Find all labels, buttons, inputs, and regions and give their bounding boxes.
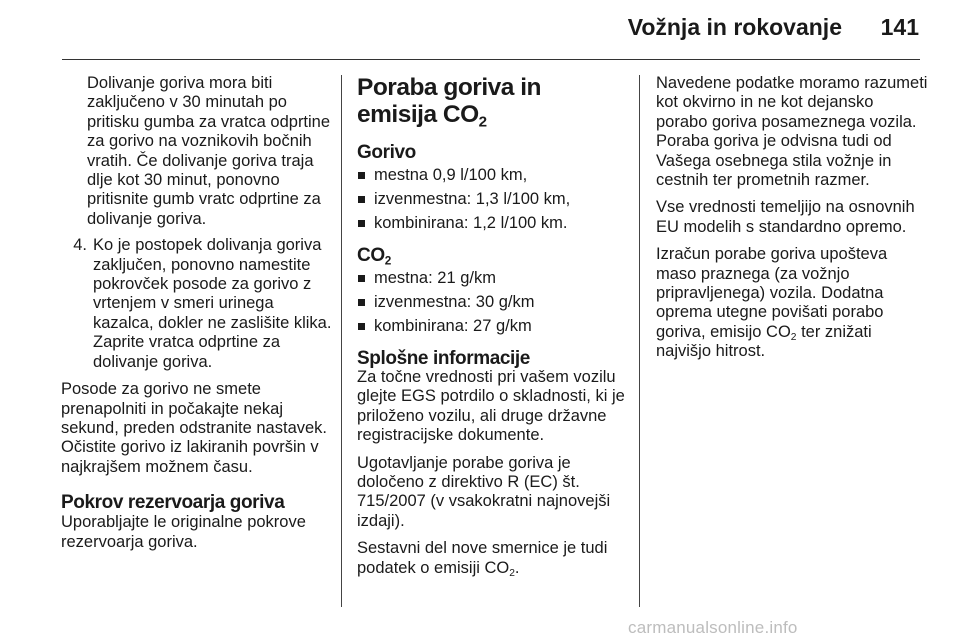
general-info-section bbox=[357, 349, 629, 578]
column-left bbox=[61, 74, 333, 560]
list-item: mestna 0,9 l/100 km, bbox=[357, 166, 629, 185]
list-item: mestna: 21 g/km bbox=[357, 269, 629, 288]
list-item: kombinirana: 27 g/km bbox=[357, 317, 629, 336]
column-divider-right bbox=[639, 75, 640, 607]
step-item bbox=[61, 236, 333, 372]
general-info-paragraph-3-text: Sestavni del nove smernice je tudi podatek o emisiji CO bbox=[357, 539, 608, 577]
fuel-heading: Gorivo bbox=[357, 142, 416, 163]
header-divider bbox=[62, 59, 920, 60]
page-number: 141 bbox=[880, 14, 919, 40]
section-heading-line1: Poraba goriva in bbox=[357, 74, 541, 101]
section-heading bbox=[357, 74, 629, 131]
page-header bbox=[0, 0, 960, 62]
general-info-paragraph-3 bbox=[357, 539, 629, 578]
co2-section bbox=[357, 246, 629, 336]
calculation-paragraph bbox=[656, 245, 928, 361]
general-info-paragraph-2: Ugotavljanje porabe goriva je določeno z direktivo R (EC) št. 715/2007 (v vsakokratni najnovejši izdaji). bbox=[357, 453, 611, 530]
overfill-warning-paragraph: Posode za gorivo ne smete prenapolniti in počakajte nekaj sekund, preden odstranite nastavek. Očistite gorivo iz lakiranih površin v najkrajšem možnem času. bbox=[61, 380, 328, 476]
step-number: 4. bbox=[73, 236, 87, 255]
step-text: Ko je postopek dolivanja goriva zaključen, ponovno namestite pokrovček posode za gorivo z vrtenjem v smeri urinega kazalca, dokler ne zaslišite klika. Zaprite vratca odprtine za dolivanje goriva. bbox=[93, 236, 332, 371]
fuel-section bbox=[357, 143, 629, 233]
fuel-cap-text: Uporabljajte le originalne pokrove rezervoarja goriva. bbox=[61, 513, 306, 551]
calculation-subscript: 2 bbox=[790, 331, 797, 343]
co2-heading-subscript: 2 bbox=[384, 254, 391, 268]
calculation-paragraph-text: Izračun porabe goriva upošteva maso praznega (za vožnjo pripravljenega) vozila. Dodatna oprema utegne povišati porabo goriva, emisijo CO bbox=[656, 245, 888, 341]
general-info-subscript: 2 bbox=[509, 567, 515, 579]
co2-heading-text: CO bbox=[357, 245, 385, 266]
list-item: izvenmestna: 1,3 l/100 km, bbox=[357, 190, 629, 209]
general-info-paragraph-3-end: . bbox=[514, 558, 520, 577]
column-middle bbox=[357, 74, 629, 586]
fuel-cap-heading: Pokrov rezervoarja goriva bbox=[61, 492, 285, 514]
section-heading-line2: emisija CO bbox=[357, 101, 479, 128]
fuel-list bbox=[357, 166, 629, 233]
watermark: carmanualsonline.info bbox=[628, 618, 798, 637]
list-item: izvenmestna: 30 g/km bbox=[357, 293, 629, 312]
column-right bbox=[656, 74, 928, 370]
co2-list bbox=[357, 269, 629, 336]
chapter-title: Vožnja in rokovanje bbox=[627, 14, 842, 40]
refuel-intro-paragraph: Dolivanje goriva mora biti zaključeno v 30 minutah po pritisku gumba za vratca odprtine za gorivo na voznikovih bočnih vratih. Če dolivanje goriva traja dlje kot 30 minut, ponovno pritisnite gumb vratc odprtine za dolivanje goriva. bbox=[87, 74, 331, 228]
basis-paragraph: Vse vrednosti temeljijo na osnovnih EU modelih s standardno opremo. bbox=[656, 198, 915, 236]
general-info-paragraph-1: Za točne vrednosti pri vašem vozilu glejte EGS potrdilo o skladnosti, ki je priloženo vozilu, ali druge državne registracijske dokumente. bbox=[357, 368, 625, 445]
general-info-heading: Splošne informacije bbox=[357, 348, 530, 369]
estimate-paragraph: Navedene podatke moramo razumeti kot okvirno in ne kot dejansko porabo goriva posameznega vozila. Poraba goriva je odvisna tudi od Vašega osebnega stila vožnje in cestnih ter prometnih razmer. bbox=[656, 74, 928, 190]
calculation-paragraph-end: ter znižati najvišjo hitrost. bbox=[656, 322, 872, 361]
section-heading-subscript: 2 bbox=[478, 113, 487, 131]
co2-heading bbox=[357, 245, 629, 268]
list-item: kombinirana: 1,2 l/100 km. bbox=[357, 214, 629, 233]
column-divider-left bbox=[341, 75, 342, 607]
